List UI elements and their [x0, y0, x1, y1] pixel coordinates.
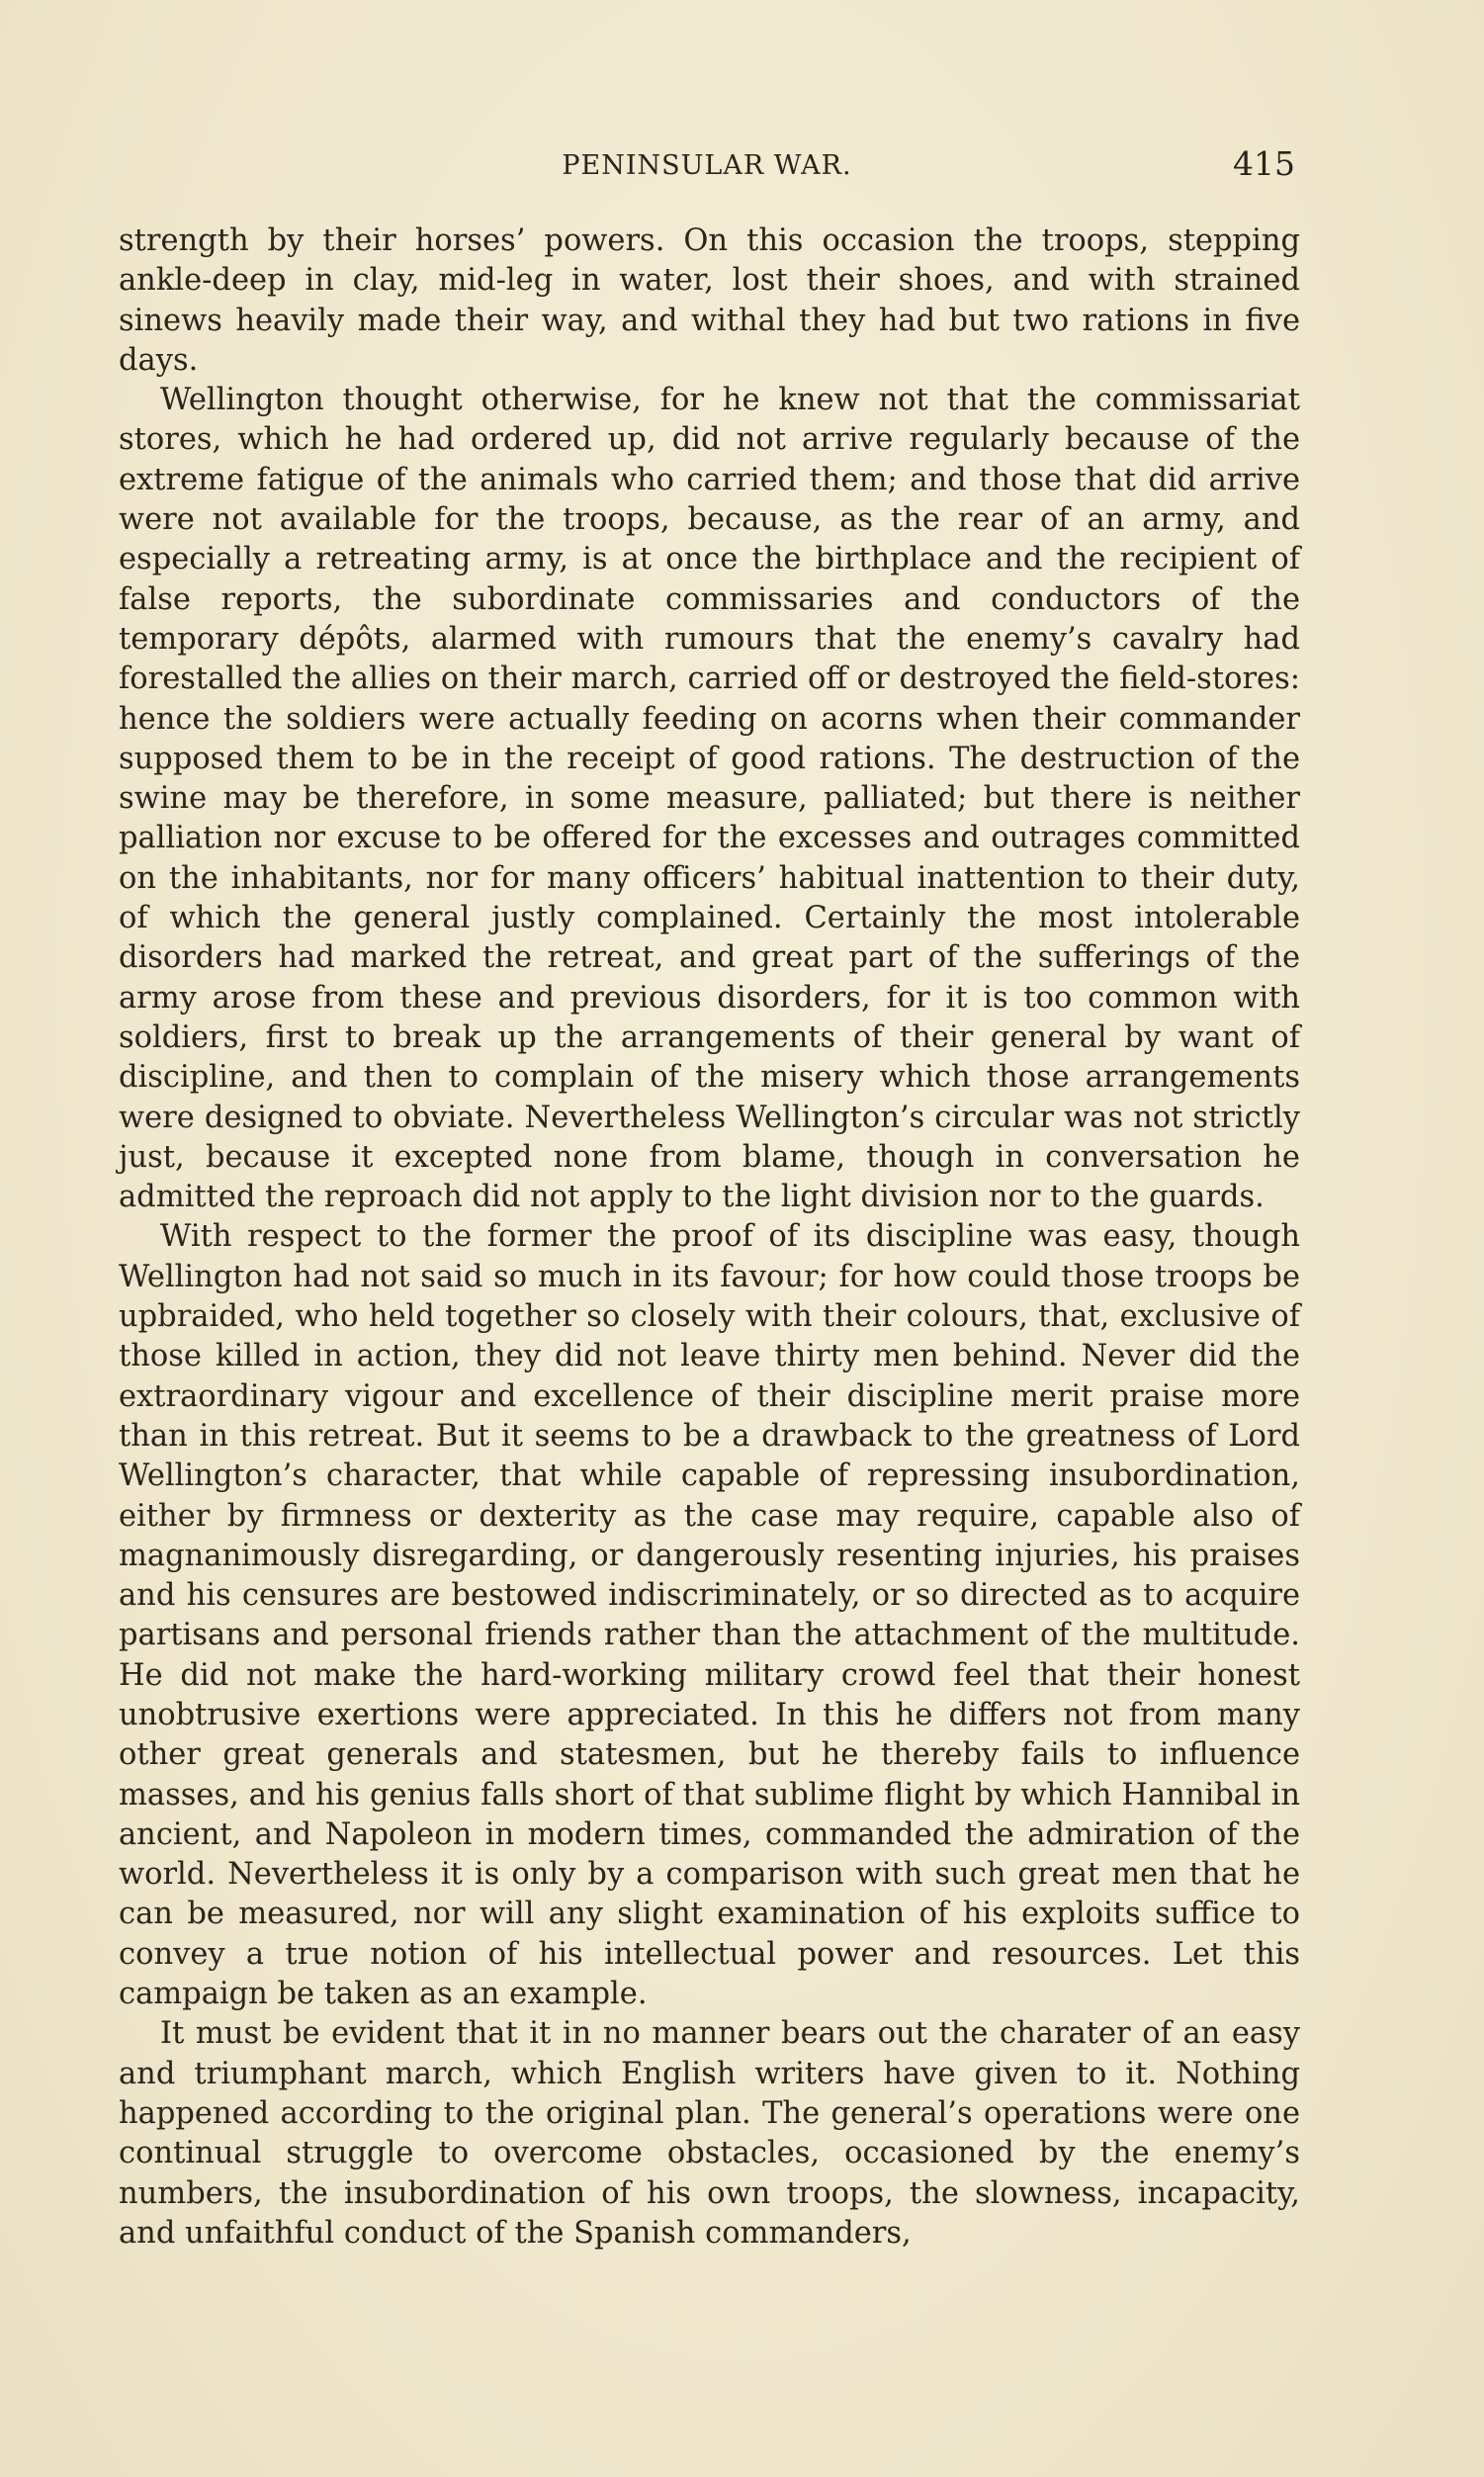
- paragraph-continuation: strength by their horses’ powers. On this occasion the troops, stepping ankle-deep in clay, mid-leg in water, lost their shoes, and with strained sinews heavily made their way, and withal they had but two rations in five days.: [119, 223, 1300, 378]
- paragraph: With respect to the former the proof of its discipline was easy, though Wellington had not said so much in its favour; for how could those troops be upbraided, who held together so closely with their colours, that, exclusive of those killed in action, they did not leave thirty men behind. Never did the extraordinary vigour and excellence of their discipline merit praise more than in this retreat. But it seems to be a drawback to the greatness of Lord Wellington’s character, that while capable of repressing insubordination, either by firmness or dexterity as the case may require, capable also of magnanimously disregarding, or dangerously resenting injuries, his praises and his censures are bestowed indiscriminately, or so directed as to acquire partisans and personal friends rather than the attachment of the multitude. He did not make the hard-working military crowd feel that their honest unobtrusive exertions were appreciated. In this he differs not from many other great generals and statesmen, but he thereby fails to influence masses, and his genius falls short of that sublime flight by which Hannibal in ancient, and Napoleon in modern times, commanded the admiration of the world. Nevertheless it is only by a comparison with such great men that he can be measured, nor will any slight examination of his exploits suffice to convey a true notion of his intellectual power and resources. Let this campaign be taken as an example.: [119, 1219, 1300, 2012]
- body-text: [119, 221, 1300, 2254]
- paragraph: It must be evident that it in no manner bears out the charater of an easy and triumphant march, which English writers have given to it. Nothing happened according to the original plan. The general’s operations were one continual struggle to overcome obstacles, occasioned by the enemy’s numbers, the insubordination of his own troops, the slowness, incapacity, and unfaithful conduct of the Spanish commanders,: [119, 2016, 1300, 2251]
- page-number: 415: [1233, 144, 1295, 183]
- running-head: PENINSULAR WAR.: [562, 150, 852, 181]
- paragraph: Wellington thought otherwise, for he knew not that the commissariat stores, which he had ordered up, did not arrive regularly because of the extreme fatigue of the animals who carried them; and those that did arrive were not available for the troops, because, as the rear of an army, and especially a retreating army, is at once the birthplace and the recipient of false reports, the subordinate commissaries and conductors of the temporary dépôts, alarmed with rumours that the enemy’s cavalry had forestalled the allies on their march, carried off or destroyed the field-stores: hence the soldiers were actually feeding on acorns when their commander supposed them to be in the receipt of good rations. The destruction of the swine may be therefore, in some measure, palliated; but there is neither palliation nor excuse to be offered for the excesses and outrages committed on the inhabitants, nor for many officers’ habitual inattention to their duty, of which the general justly complained. Certainly the most intolerable disorders had marked the retreat, and great part of the sufferings of the army arose from these and previous disorders, for it is too common with soldiers, first to break up the arrangements of their general by want of discipline, and then to complain of the misery which those arrangements were designed to obviate. Nevertheless Wellington’s circular was not strictly just, because it excepted none from blame, though in conversation he admitted the reproach did not apply to the light division nor to the guards.: [119, 383, 1300, 1215]
- page-header: [119, 144, 1295, 194]
